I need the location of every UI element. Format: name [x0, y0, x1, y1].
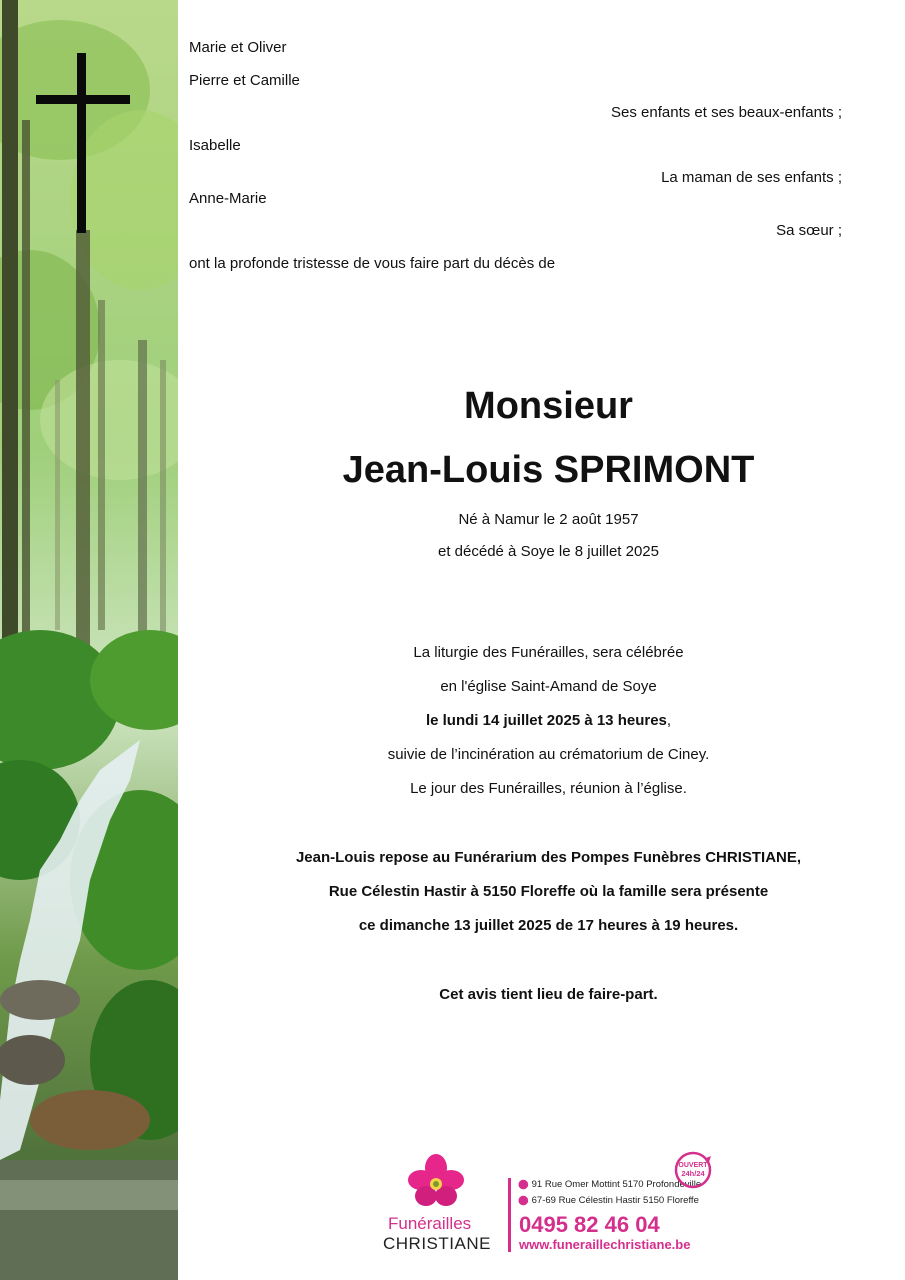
family-role-children: Ses enfants et ses beaux-enfants ; — [611, 104, 842, 121]
orchid-logo-icon — [408, 1154, 464, 1208]
birth-info: Né à Namur le 2 août 1957 — [458, 511, 639, 528]
ceremony-meeting: Le jour des Funérailles, réunion à l’église. — [410, 780, 687, 797]
family-member-2: Pierre et Camille — [189, 72, 300, 89]
ceremony-date-line — [178, 712, 905, 729]
ceremony-church: en l'église Saint-Amand de Soye — [440, 678, 657, 695]
visitation-line-2: Rue Célestin Hastir à 5150 Floreffe où la famille sera présente — [328, 883, 769, 900]
ceremony-cremation: suivie de l’incinération au crématorium de Ciney. — [387, 746, 710, 763]
visitation-line-3: ce dimanche 13 juillet 2025 de 17 heures à 19 heures. — [358, 917, 739, 934]
open-24h-badge — [673, 1150, 713, 1190]
address-floreffe: ⬤ 67-69 Rue Célestin Hastir 5150 Floreffe — [518, 1195, 699, 1206]
ceremony-date-suffix: , — [666, 712, 672, 729]
family-role-sister: Sa sœur ; — [776, 222, 842, 239]
ceremony-line-1: La liturgie des Funérailles, sera célébrée — [413, 644, 684, 661]
brand-name-line-1: Funérailles — [388, 1214, 472, 1233]
badge-line-1: OUVERT — [678, 1162, 708, 1169]
ceremony-date: le lundi 14 juillet 2025 à 13 heures — [425, 712, 667, 729]
death-info: et décédé à Soye le 8 juillet 2025 — [438, 543, 659, 560]
footer-divider — [508, 1178, 511, 1252]
location-pin-icon: ⬤ — [518, 1179, 529, 1190]
badge-line-2: 24h/24 — [681, 1169, 705, 1178]
phone-number[interactable]: 0495 82 46 04 — [519, 1212, 660, 1237]
deceased-title: Monsieur — [464, 385, 633, 427]
funeral-home-footer — [378, 1150, 718, 1260]
cross-symbol — [36, 53, 130, 233]
clock-arrow-icon — [673, 1150, 713, 1190]
family-role-mother: La maman de ses enfants ; — [661, 169, 842, 186]
family-member-3: Isabelle — [189, 137, 241, 154]
family-member-4: Anne-Marie — [189, 190, 267, 207]
visitation-line-1: Jean-Louis repose au Funérarium des Pompes Funèbres CHRISTIANE, — [295, 849, 802, 866]
notice-text: Cet avis tient lieu de faire-part. — [439, 986, 658, 1003]
address-profondeville: ⬤ 91 Rue Omer Mottint 5170 Profondeville — [518, 1179, 702, 1190]
location-pin-icon: ⬤ — [518, 1195, 529, 1206]
deceased-name: Jean-Louis SPRIMONT — [342, 449, 755, 491]
brand-name-line-2: CHRISTIANE — [383, 1234, 491, 1253]
announcement-text: ont la profonde tristesse de vous faire part du décès de — [189, 255, 556, 272]
website-link[interactable]: www.funeraillechristiane.be — [519, 1237, 691, 1252]
family-member-1: Marie et Oliver — [189, 39, 287, 56]
